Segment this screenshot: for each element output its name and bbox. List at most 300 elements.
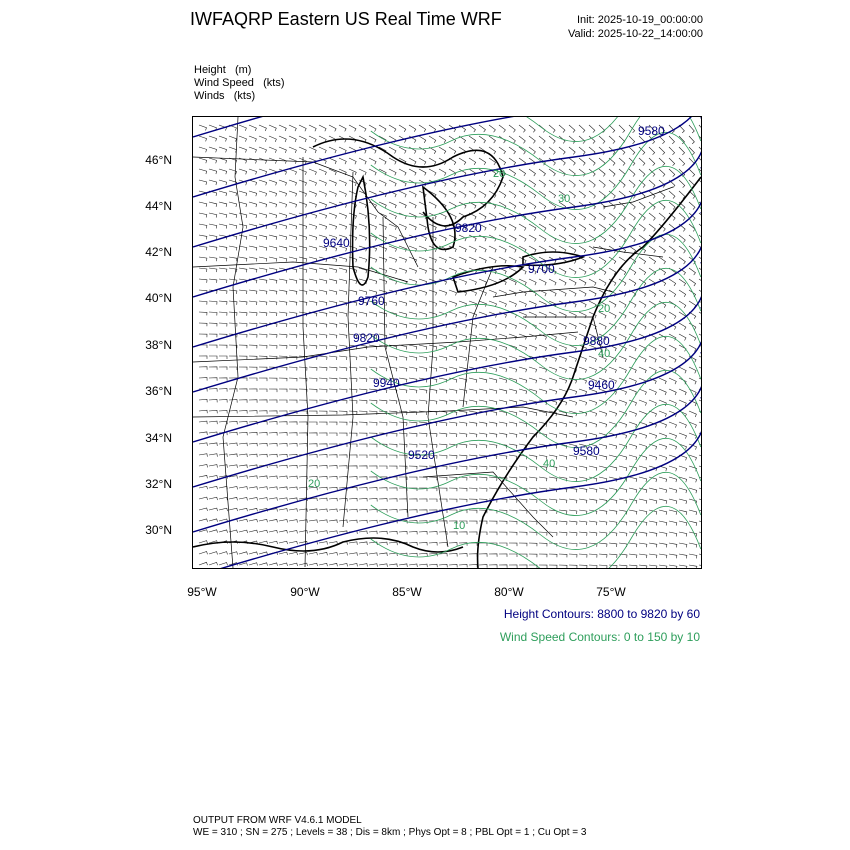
- wind-barb: [469, 466, 477, 470]
- wind-barb: [459, 279, 467, 285]
- wind-barb: [279, 433, 287, 436]
- wind-barb: [419, 553, 427, 556]
- wind-barb: [239, 312, 247, 316]
- wind-barb: [439, 499, 447, 502]
- wind-barb: [459, 191, 466, 198]
- wind-barb: [359, 202, 366, 208]
- wind-barb: [599, 191, 605, 198]
- wind-barb: [499, 565, 507, 568]
- wind-barb: [259, 443, 267, 446]
- wind-barb: [389, 213, 396, 219]
- wind-barb: [549, 356, 557, 362]
- wind-barb: [549, 147, 555, 154]
- wind-barb: [519, 433, 527, 438]
- wind-barb: [699, 499, 701, 504]
- wind-barb: [569, 224, 576, 231]
- wind-barb: [239, 136, 247, 142]
- wind-barb: [389, 169, 396, 175]
- wind-barb: [529, 532, 537, 535]
- wind-barb: [659, 378, 666, 384]
- wind-barb: [479, 543, 487, 546]
- wind-barb: [679, 499, 687, 504]
- wind-barb: [209, 301, 217, 305]
- wind-barb: [569, 246, 576, 253]
- wind-barb: [199, 562, 208, 565]
- wind-barb: [639, 554, 647, 558]
- wind-barb: [339, 367, 347, 371]
- wind-barb: [539, 235, 546, 242]
- wind-barb: [469, 400, 477, 405]
- wind-barb: [669, 345, 676, 351]
- wind-barb: [679, 246, 685, 253]
- wind-barb: [499, 455, 507, 459]
- field-unit: (m): [234, 64, 252, 76]
- lat-label: 44°N: [145, 199, 172, 213]
- wind-barb: [579, 466, 587, 471]
- wind-barb: [259, 268, 267, 272]
- wind-barb: [289, 520, 297, 523]
- wind-barb: [689, 136, 694, 144]
- wind-barb: [459, 334, 467, 339]
- wind-barb: [379, 158, 386, 164]
- wind-barb: [429, 499, 437, 502]
- wind-barb: [379, 246, 387, 252]
- wind-barb: [249, 519, 258, 522]
- field-unit: (kts): [233, 90, 256, 102]
- wind-barb: [559, 433, 567, 438]
- wind-barb: [219, 465, 227, 468]
- wind-barb: [249, 508, 257, 511]
- wind-barb: [309, 136, 316, 142]
- wind-barb: [409, 553, 417, 556]
- wind-barb: [289, 378, 297, 381]
- wind-barb: [519, 565, 527, 568]
- wind-barb: [669, 312, 676, 319]
- wind-barb: [429, 136, 436, 143]
- wind-barb: [199, 443, 207, 446]
- wind-barb: [539, 224, 546, 231]
- wind-barb: [399, 147, 406, 154]
- wind-barb: [309, 202, 317, 207]
- wind-barb: [239, 508, 247, 511]
- wind-barb: [329, 191, 336, 197]
- wind-barb: [599, 323, 606, 329]
- wind-barb: [579, 400, 587, 405]
- wind-barb: [219, 257, 227, 261]
- wind-barb: [219, 136, 227, 142]
- wind-barb: [509, 202, 516, 209]
- wind-barb: [639, 202, 645, 209]
- wind-speed-contour-line: [371, 472, 701, 549]
- wind-barb: [659, 499, 667, 504]
- wind-barb: [649, 323, 656, 329]
- wind-barb: [299, 125, 306, 131]
- wind-barb: [259, 411, 267, 414]
- wind-barb: [329, 323, 337, 327]
- wind-barb: [249, 378, 257, 381]
- wind-barb: [449, 147, 456, 154]
- wind-barb: [269, 411, 277, 414]
- wind-barb: [509, 169, 516, 176]
- wind-barb: [259, 345, 267, 349]
- wind-barb: [369, 477, 377, 480]
- height-contour-label: 9460: [588, 378, 615, 392]
- wind-barb: [199, 541, 208, 544]
- wind-barb: [679, 235, 685, 242]
- wind-barb: [409, 290, 417, 295]
- wind-barb: [679, 257, 685, 264]
- wind-barb: [659, 532, 667, 536]
- wind-barb: [629, 488, 637, 493]
- wind-barb: [319, 213, 327, 218]
- wind-barb: [309, 367, 317, 371]
- wind-barb: [559, 499, 567, 503]
- wind-barb: [419, 323, 427, 328]
- wind-barb: [299, 476, 307, 479]
- wind-barb: [349, 553, 357, 556]
- wind-barb: [559, 543, 567, 547]
- wind-barb: [659, 543, 667, 547]
- wind-barb: [349, 378, 357, 382]
- wind-barb: [509, 301, 516, 307]
- wind-barb: [589, 521, 597, 525]
- wind-barb: [599, 543, 607, 547]
- wind-barb: [249, 367, 257, 370]
- wind-barb: [279, 454, 287, 457]
- wind-barb: [589, 125, 595, 133]
- wind-barb: [219, 323, 227, 327]
- wind-barb: [229, 465, 237, 468]
- wind-barb: [469, 246, 476, 252]
- wind-barb: [479, 422, 487, 426]
- wind-barb: [469, 565, 477, 568]
- wind-barb: [659, 290, 666, 297]
- wind-barb: [249, 465, 257, 468]
- wind-barb: [339, 378, 347, 382]
- wind-barb: [199, 125, 207, 131]
- wind-barb: [479, 477, 487, 481]
- height-contour-line: [193, 117, 701, 247]
- wind-barb: [629, 510, 637, 514]
- wind-barb: [209, 334, 217, 337]
- wind-barb: [309, 213, 317, 218]
- wind-barb: [239, 432, 247, 435]
- wind-barb: [319, 312, 327, 316]
- wind-barb: [219, 508, 228, 511]
- wind-barb: [219, 400, 227, 403]
- wind-barb: [339, 389, 347, 393]
- wind-barb: [279, 125, 286, 131]
- wind-barb: [359, 169, 366, 175]
- wind-barb: [309, 389, 317, 392]
- wind-barb: [479, 180, 486, 187]
- wind-barb: [389, 125, 396, 132]
- wind-barb: [329, 411, 337, 414]
- wind-barb: [329, 498, 337, 501]
- wind-barb: [379, 488, 387, 491]
- wind-barb: [319, 378, 327, 382]
- wind-barb: [649, 521, 657, 525]
- wind-barb: [579, 521, 587, 525]
- wind-barb: [209, 562, 218, 565]
- wind-barb: [349, 520, 357, 523]
- wind-barb: [399, 268, 407, 273]
- wind-barb: [309, 180, 317, 186]
- wind-barb: [399, 378, 407, 382]
- wind-barb: [559, 213, 566, 220]
- wind-barb: [409, 531, 417, 534]
- wind-barb: [699, 455, 701, 461]
- wind-barb: [569, 466, 577, 471]
- lat-label: 32°N: [145, 477, 172, 491]
- wind-barb: [699, 488, 701, 493]
- wind-barb: [219, 169, 227, 174]
- wind-barb: [329, 125, 336, 131]
- wind-barb: [209, 224, 217, 229]
- wind-barb: [659, 521, 667, 526]
- wind-barb: [329, 466, 337, 469]
- wind-barb: [489, 488, 497, 492]
- wind-barb: [599, 125, 605, 133]
- wind-barb: [309, 444, 317, 447]
- wind-barb: [209, 530, 218, 533]
- wind-barb: [199, 454, 207, 457]
- wind-barb: [629, 554, 637, 558]
- wind-barb: [429, 564, 437, 567]
- wind-barb: [659, 169, 665, 177]
- wind-barb: [379, 224, 386, 230]
- wind-barb: [329, 279, 337, 284]
- wind-barb: [479, 400, 487, 405]
- wind-barb: [479, 565, 487, 568]
- wind-barb: [279, 444, 287, 447]
- wind-barb: [629, 213, 635, 220]
- wind-barb: [649, 345, 656, 351]
- wind-barb: [229, 257, 237, 261]
- wind-barb: [349, 466, 357, 469]
- wind-barb: [339, 224, 347, 229]
- wind-barb: [419, 400, 427, 404]
- wind-barb: [249, 323, 257, 327]
- wind-barb: [209, 552, 218, 555]
- wind-barb: [199, 158, 207, 163]
- wind-barb: [579, 323, 586, 329]
- wind-barb: [359, 125, 366, 132]
- wind-barb: [499, 422, 507, 426]
- wind-barb: [469, 323, 477, 328]
- wind-barb: [329, 224, 337, 229]
- lon-label: 75°W: [596, 585, 626, 599]
- wind-barb: [499, 147, 506, 154]
- wind-barb: [499, 389, 507, 394]
- wind-barb: [649, 246, 656, 253]
- wind-barb: [379, 279, 387, 284]
- wind-barb: [589, 180, 595, 187]
- wind-barb: [579, 389, 587, 394]
- wind-barb: [659, 257, 666, 264]
- wind-barb: [329, 378, 337, 382]
- wind-barb: [649, 158, 655, 166]
- wind-barb: [659, 477, 667, 482]
- wind-barb: [449, 301, 457, 306]
- wind-barb: [329, 531, 337, 534]
- wind-barb: [499, 224, 506, 230]
- wind-barb: [529, 543, 537, 546]
- wind-barb: [589, 158, 595, 165]
- wind-barb: [349, 279, 357, 284]
- wind-barb: [509, 257, 516, 263]
- wind-barb: [669, 554, 677, 558]
- wind-barb: [229, 367, 237, 370]
- wind-barb: [489, 147, 496, 154]
- wind-contour-legend: Wind Speed Contours: 0 to 150 by 10: [499, 630, 700, 644]
- wind-barb: [689, 378, 696, 384]
- wind-barb: [249, 498, 258, 501]
- wind-barb: [599, 180, 605, 187]
- wind-barb: [239, 454, 247, 457]
- wind-barb: [389, 301, 397, 306]
- wind-barb: [369, 564, 377, 567]
- wind-barb: [219, 367, 227, 370]
- wind-barb: [679, 213, 685, 221]
- wind-barb: [549, 499, 557, 503]
- wind-barb: [539, 565, 547, 568]
- wind-barb: [479, 257, 486, 263]
- wind-barb: [519, 125, 525, 132]
- wind-barb: [389, 257, 397, 262]
- wind-barb: [209, 180, 217, 185]
- wind-barb: [609, 488, 617, 493]
- wind-barb: [199, 356, 207, 359]
- wind-barb: [439, 543, 447, 546]
- wind-barb: [339, 213, 347, 219]
- wind-barb: [519, 466, 527, 470]
- wind-barb: [469, 301, 477, 307]
- wind-barb: [689, 345, 696, 352]
- wind-barb: [529, 488, 537, 492]
- wind-barb: [379, 125, 386, 132]
- wind-barb: [439, 389, 447, 393]
- wind-barb: [639, 565, 647, 568]
- wind-barb: [589, 466, 597, 471]
- wind-barb: [689, 169, 695, 177]
- wind-barb: [409, 400, 417, 404]
- wind-barb: [459, 411, 467, 415]
- wind-barb: [359, 158, 366, 164]
- wind-barb: [449, 389, 457, 393]
- wind-barb: [219, 202, 227, 207]
- wind-barb: [399, 389, 407, 393]
- wind-barb: [479, 345, 487, 350]
- wind-barb: [259, 454, 267, 457]
- wind-barb: [199, 147, 207, 152]
- wind-barb: [629, 279, 636, 286]
- wind-barb: [319, 411, 327, 414]
- wind-barb: [499, 466, 507, 470]
- wind-barb: [609, 400, 617, 406]
- wind-barb: [329, 356, 337, 360]
- height-contour-legend: Height Contours: 8800 to 9820 by 60: [503, 607, 700, 621]
- wind-barb: [419, 477, 427, 480]
- wind-barb: [229, 487, 238, 490]
- wind-barb: [489, 345, 497, 350]
- wind-barb: [249, 301, 257, 305]
- wind-barb: [579, 268, 586, 275]
- wind-barb: [329, 367, 337, 371]
- wind-barb: [609, 268, 616, 275]
- wind-barb: [229, 279, 237, 283]
- lat-label: 40°N: [145, 291, 172, 305]
- wind-barb: [459, 532, 467, 535]
- wind-barb: [209, 399, 217, 402]
- wind-barb: [309, 323, 317, 327]
- wind-barb: [299, 147, 306, 153]
- wind-barb: [289, 257, 297, 262]
- wind-barb: [209, 443, 217, 446]
- wind-barb: [609, 543, 617, 547]
- wind-barb: [629, 521, 637, 525]
- wind-barb: [279, 202, 287, 207]
- wind-barb: [439, 367, 447, 372]
- wind-barb: [639, 169, 645, 177]
- wind-barb: [409, 323, 417, 328]
- wind-barb: [569, 268, 576, 275]
- wind-barb: [559, 147, 565, 154]
- wind-barb: [209, 486, 217, 489]
- wind-barb: [279, 422, 287, 425]
- wind-barb: [209, 323, 217, 326]
- wind-barb: [689, 235, 695, 242]
- wind-barb: [299, 433, 307, 436]
- wind-barb: [449, 488, 457, 491]
- wind-barb: [259, 400, 267, 403]
- wind-barb: [299, 334, 307, 338]
- wind-barb: [239, 301, 247, 305]
- wind-barb: [619, 213, 625, 220]
- wind-barb: [489, 422, 497, 426]
- wind-barb: [699, 290, 701, 297]
- wind-barb: [389, 268, 397, 273]
- wind-barb: [559, 356, 567, 362]
- wind-barb: [319, 224, 327, 229]
- wind-barb: [549, 433, 557, 438]
- wind-barb: [679, 301, 686, 308]
- wind-barb: [319, 301, 327, 305]
- wind-barb: [439, 477, 447, 480]
- wind-barb: [599, 268, 606, 275]
- wind-barb: [309, 433, 317, 436]
- wind-barb: [469, 433, 477, 437]
- wind-barb: [479, 323, 487, 328]
- wind-barb: [479, 191, 486, 198]
- wind-barb: [399, 224, 406, 230]
- wind-barb: [449, 564, 457, 567]
- weather-map: [192, 116, 702, 569]
- wind-barb: [249, 454, 257, 457]
- wind-barb: [369, 356, 377, 360]
- wind-barb: [639, 444, 647, 449]
- wind-barb: [589, 367, 597, 373]
- wind-barb: [329, 301, 337, 306]
- wind-barb: [359, 312, 367, 317]
- wind-barb: [269, 279, 277, 283]
- wind-barb: [559, 125, 565, 133]
- wind-barb: [309, 169, 316, 175]
- wind-barb: [689, 411, 696, 417]
- wind-barb: [649, 499, 657, 504]
- wind-barb: [399, 356, 407, 360]
- wind-barb: [249, 476, 257, 479]
